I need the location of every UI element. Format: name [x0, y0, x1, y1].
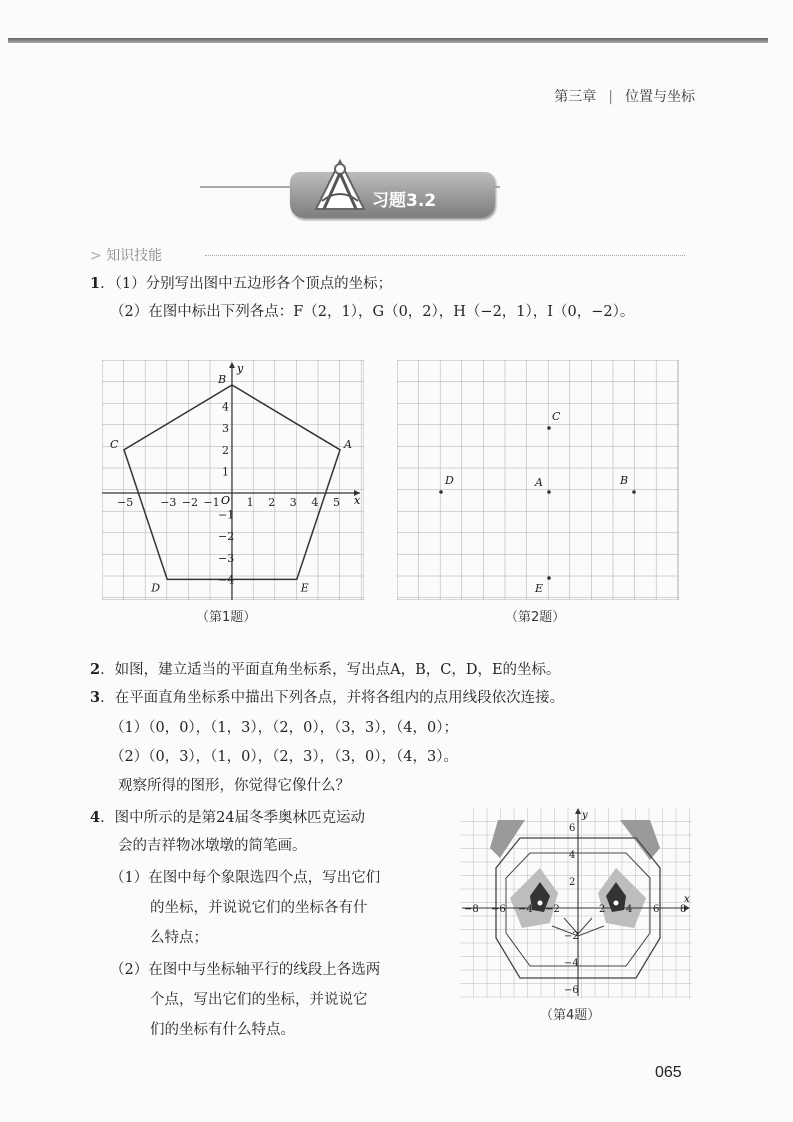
question-3-line3: 观察所得的图形，你觉得它像什么？ [118, 778, 350, 794]
x-tick-label: −1 [203, 496, 220, 509]
vertex-label: D [151, 581, 161, 595]
vertex-label: B [218, 373, 227, 386]
label-c: C [552, 410, 561, 423]
question-number: 1 [90, 275, 101, 292]
x-tick-label: −6 [491, 904, 506, 915]
y-tick-label: 6 [569, 823, 576, 834]
x-tick-label: 8 [680, 904, 687, 915]
right-ear [620, 820, 660, 860]
y-tick-label: 4 [222, 400, 229, 414]
y-tick-label: 2 [222, 443, 229, 457]
x-tick-label: −2 [545, 904, 560, 915]
question-4-p1b: 的坐标，并说说它们的坐标各有什 [150, 900, 368, 916]
x-tick-label: −4 [518, 904, 533, 915]
x-tick-label: 5 [333, 496, 340, 509]
label-d: D [445, 474, 454, 487]
question-3: 3．在平面直角坐标系中描出下列各点，并将各组内的点用线段依次连接。 [90, 689, 565, 706]
section-heading [90, 245, 162, 265]
page-number: 065 [655, 1064, 682, 1081]
point-c [547, 426, 551, 430]
y-tick-label: −2 [564, 931, 579, 942]
compass-icon [312, 157, 368, 217]
question-1-part2: （2）在图中标出下列各点：F（2，1），G（0，2），H（−2，1），I（0，−2）。 [110, 304, 635, 320]
vertex-label: E [300, 581, 309, 595]
question-1-part1: （1）分别写出图中五边形各个顶点的坐标； [114, 276, 393, 292]
section-title: 知识技能 [106, 248, 163, 264]
vertex-label: C [110, 437, 119, 451]
y-tick-label: −6 [564, 985, 579, 996]
x-tick-label: −5 [117, 496, 134, 509]
figure-4-mascot [460, 808, 692, 998]
y-tick-label: −1 [218, 508, 235, 522]
figure-2-grid [397, 360, 679, 600]
chapter-header [554, 86, 695, 106]
chapter-number: 第三章 [554, 89, 597, 105]
x-tick-label: −3 [160, 496, 177, 509]
header-separator: | [608, 89, 613, 105]
question-4: 4．图中所示的是第24届冬季奥林匹克运动 [90, 809, 366, 826]
figure-1-caption: （第1题） [196, 610, 257, 625]
y-axis-label: y [237, 362, 244, 375]
origin-label: O [221, 494, 231, 507]
y-tick-label: 1 [222, 465, 229, 479]
question-3-line2: （2）（0，3），（1，0），（2，3），（3，0），（4，3）。 [110, 749, 458, 765]
x-tick-label: 4 [626, 904, 633, 915]
x-tick-label: 2 [599, 904, 606, 915]
x-tick-label: 6 [653, 904, 660, 915]
point-a [547, 490, 551, 494]
question-4-p1c: 么特点； [150, 930, 208, 946]
question-1: 1．（1）分别写出图中五边形各个顶点的坐标； [90, 275, 393, 292]
top-rule [8, 38, 768, 43]
y-tick-label: 4 [569, 850, 576, 861]
x-axis-label: x [354, 494, 361, 507]
chevron-right-icon: > [90, 248, 102, 264]
x-axis-label: x [684, 894, 690, 905]
x-tick-label: 2 [268, 496, 276, 509]
question-4-text2: 会的吉祥物冰墩墩的简笔画。 [118, 838, 307, 854]
question-4-p1a: （1）在图中每个象限选四个点，写出它们 [110, 870, 381, 886]
question-number: 2 [90, 661, 101, 678]
question-number: 3 [90, 689, 101, 706]
point-d [439, 490, 443, 494]
question-4-text1: 图中所示的是第24届冬季奥林匹克运动 [114, 810, 366, 826]
y-tick-label: 2 [569, 877, 576, 888]
x-tick-label: 3 [289, 496, 297, 509]
figure-2-caption: （第2题） [505, 610, 566, 625]
point-e [547, 576, 551, 580]
figure-1-pentagon [102, 360, 364, 600]
label-a: A [535, 476, 543, 489]
exercise-title: 习题3.2 [372, 191, 437, 211]
vertex-label: A [344, 437, 352, 451]
label-e: E [535, 582, 544, 595]
y-tick-label: −4 [218, 573, 235, 587]
chapter-title: 位置与坐标 [625, 89, 695, 105]
question-3-line1: （1）（0，0），（1，3），（2，0），（3，3），（4，0）； [110, 720, 458, 736]
y-tick-label: −3 [218, 551, 235, 565]
y-tick-label: −4 [564, 958, 579, 969]
section-rule [205, 255, 685, 256]
question-4-p2a: （2）在图中与坐标轴平行的线段上各选两 [110, 962, 381, 978]
x-tick-label: 1 [246, 496, 254, 509]
x-tick-label: 4 [311, 496, 319, 509]
question-number: 4 [90, 809, 101, 826]
label-b: B [620, 474, 629, 487]
question-4-p2b: 个点，写出它们的坐标，并说说它 [150, 992, 368, 1008]
x-tick-label: −8 [464, 904, 479, 915]
question-2: 2．如图，建立适当的平面直角坐标系，写出点A，B，C，D，E的坐标。 [90, 661, 561, 678]
point-b [632, 490, 636, 494]
figure-4-caption: （第4题） [540, 1008, 601, 1023]
y-tick-label: 3 [222, 422, 229, 436]
x-tick-label: −2 [181, 496, 199, 509]
question-4-p2c: 们的坐标有什么特点。 [150, 1022, 295, 1038]
question-2-text: 如图，建立适当的平面直角坐标系，写出点A，B，C，D，E的坐标。 [114, 662, 561, 678]
y-axis-label: y [582, 810, 588, 821]
y-tick-label: −2 [218, 530, 235, 544]
question-3-text: 在平面直角坐标系中描出下列各点，并将各组内的点用线段依次连接。 [114, 690, 565, 706]
